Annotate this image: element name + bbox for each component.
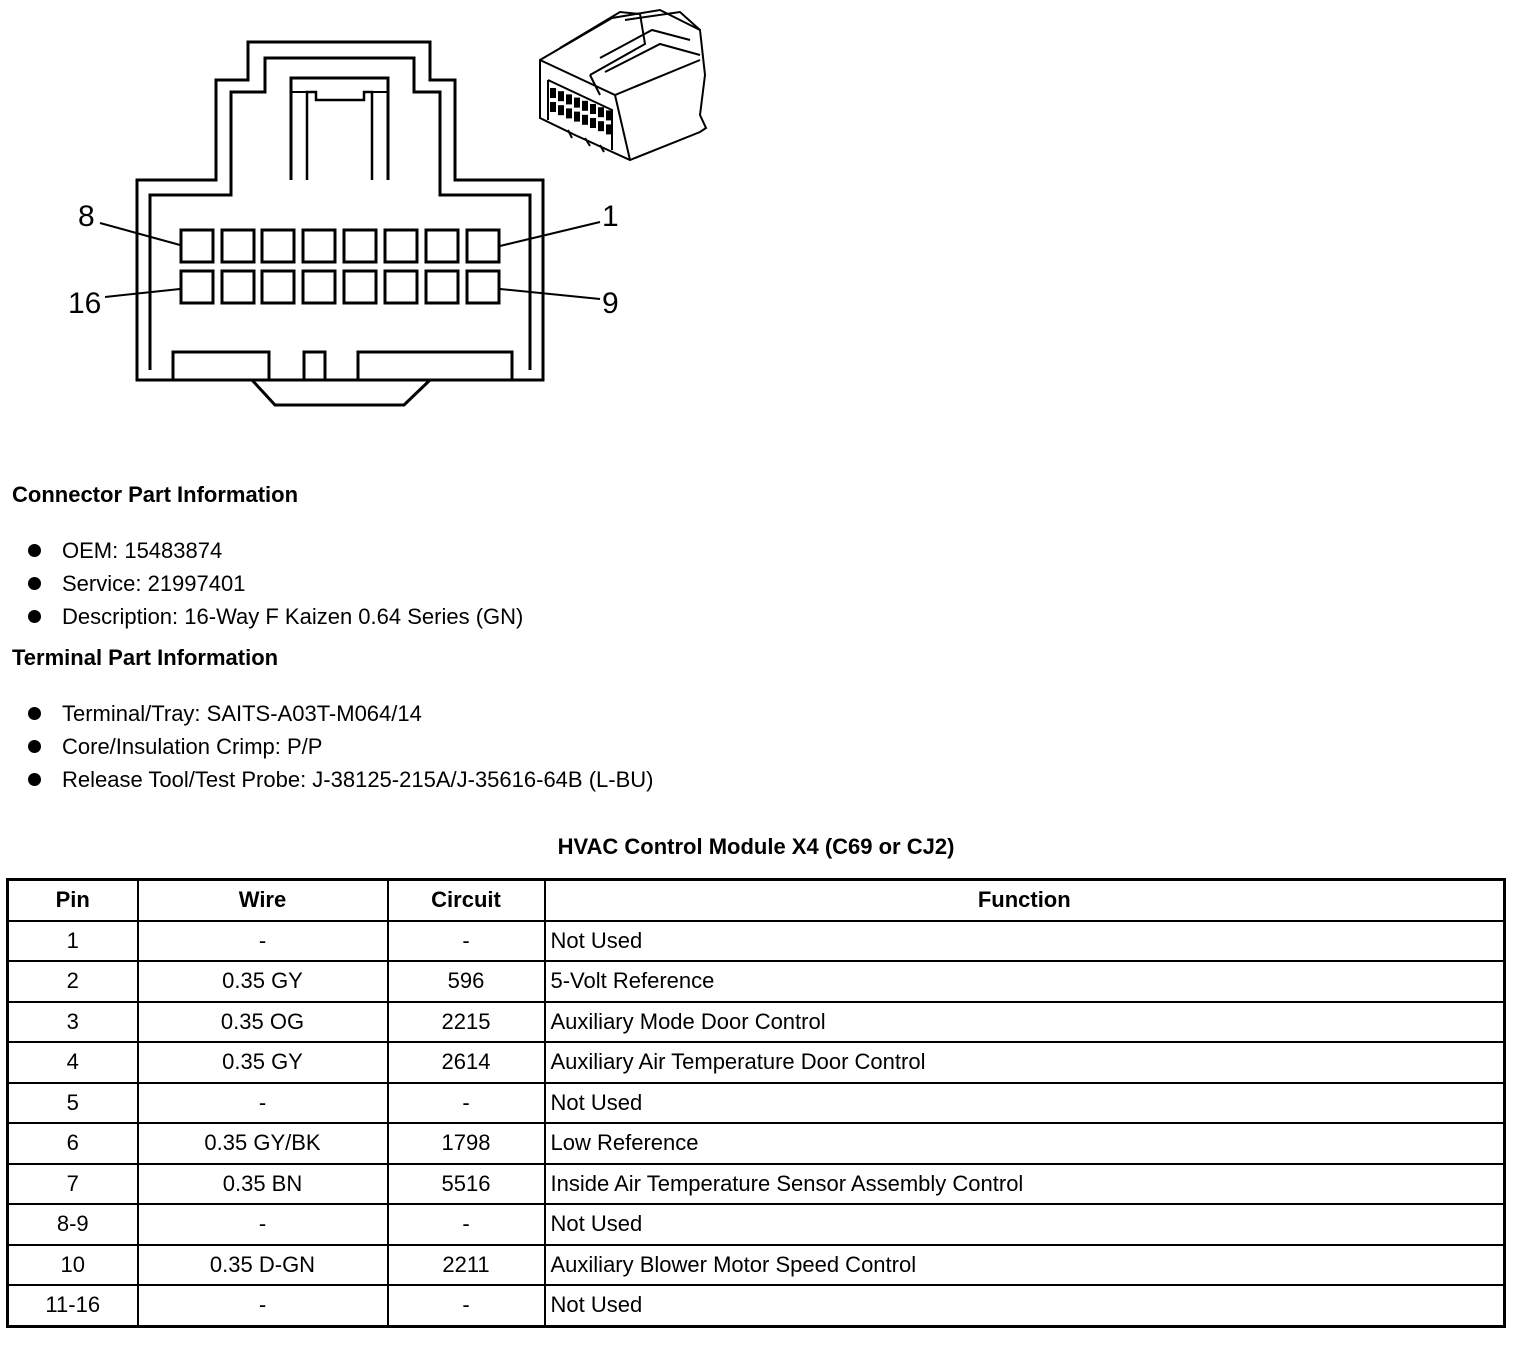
terminal-cavity <box>222 271 254 303</box>
table-row <box>8 1083 1505 1124</box>
terminal-cavity <box>385 230 417 262</box>
header-pin: Pin <box>8 880 138 921</box>
cell-function: Auxiliary Air Temperature Door Control <box>545 1042 1505 1083</box>
header-wire: Wire <box>138 880 388 921</box>
cell-circuit: 2215 <box>388 1002 545 1043</box>
cell-circuit: 1798 <box>388 1123 545 1164</box>
cell-wire: 0.35 D-GN <box>138 1245 388 1286</box>
terminal-cavity <box>303 230 335 262</box>
list-item: OEM: 15483874 <box>28 534 523 567</box>
list-item: Description: 16-Way F Kaizen 0.64 Series (GN) <box>28 600 523 633</box>
terminal-cavity <box>262 230 294 262</box>
cell-pin: 10 <box>8 1245 138 1286</box>
cell-function: Inside Air Temperature Sensor Assembly Control <box>545 1164 1505 1205</box>
connector-housing-outline <box>137 42 543 380</box>
cell-function: 5-Volt Reference <box>545 961 1505 1002</box>
terminal-cavity-3d <box>590 104 596 114</box>
cell-pin: 6 <box>8 1123 138 1164</box>
terminal-cavity-3d <box>566 94 572 104</box>
bullet-icon <box>28 544 41 557</box>
connector-part-info-title: Connector Part Information <box>12 482 299 507</box>
terminal-cavity <box>222 230 254 262</box>
pin-label-16: 16 <box>68 287 102 320</box>
list-item: Service: 21997401 <box>28 567 523 600</box>
table-row <box>8 921 1505 962</box>
table-row <box>8 1285 1505 1326</box>
bullet-icon <box>28 707 41 720</box>
header-circuit: Circuit <box>388 880 545 921</box>
table-row <box>8 1245 1505 1286</box>
cell-pin: 1 <box>8 921 138 962</box>
terminal-cavity-3d <box>566 108 572 118</box>
bullet-icon <box>28 610 41 623</box>
terminal-cavity-3d <box>574 98 580 108</box>
cell-wire: 0.35 GY <box>138 1042 388 1083</box>
terminal-cavity-3d <box>558 105 564 115</box>
table-row <box>8 1123 1505 1164</box>
terminal-cavity <box>181 271 213 303</box>
table-row <box>8 1042 1505 1083</box>
pin-label-1: 1 <box>602 200 619 233</box>
terminal-cavity <box>426 271 458 303</box>
terminal-cavity <box>426 230 458 262</box>
cell-circuit: 596 <box>388 961 545 1002</box>
bottom-key-right <box>358 352 512 380</box>
list-item: Release Tool/Test Probe: J-38125-215A/J-35616-64B (L-BU) <box>28 763 653 796</box>
connector-3d-illustration <box>540 10 706 160</box>
list-item: Core/Insulation Crimp: P/P <box>28 730 653 763</box>
terminal-cavity-3d <box>590 118 596 128</box>
list-item: Terminal/Tray: SAITS-A03T-M064/14 <box>28 697 653 730</box>
terminal-cavity <box>303 271 335 303</box>
cell-wire: 0.35 OG <box>138 1002 388 1043</box>
terminal-part-info-title: Terminal Part Information <box>12 645 279 670</box>
bottom-key-center <box>304 352 325 380</box>
terminal-cavity-3d <box>598 121 604 131</box>
cell-wire: - <box>138 1083 388 1124</box>
cell-pin: 3 <box>8 1002 138 1043</box>
cell-wire: 0.35 GY <box>138 961 388 1002</box>
table-row <box>8 1204 1505 1245</box>
pin-label-9: 9 <box>602 287 619 320</box>
cell-function: Low Reference <box>545 1123 1505 1164</box>
terminal-cavity-3d <box>598 107 604 117</box>
latch-opening <box>291 78 388 180</box>
table-row <box>8 961 1505 1002</box>
cell-pin: 8-9 <box>8 1204 138 1245</box>
cell-function: Not Used <box>545 921 1505 962</box>
cell-function: Not Used <box>545 1285 1505 1326</box>
table-row <box>8 1164 1505 1205</box>
cell-function: Not Used <box>545 1083 1505 1124</box>
cell-pin: 2 <box>8 961 138 1002</box>
cell-wire: 0.35 BN <box>138 1164 388 1205</box>
terminal-cavity-3d <box>606 110 612 120</box>
terminal-cavity-3d <box>606 124 612 134</box>
header-function: Function <box>545 880 1505 921</box>
terminal-cavity <box>262 271 294 303</box>
table-title: HVAC Control Module X4 (C69 or CJ2) <box>557 834 955 859</box>
cell-function: Not Used <box>545 1204 1505 1245</box>
cell-pin: 11-16 <box>8 1285 138 1326</box>
terminal-cavity <box>385 271 417 303</box>
terminal-cavity <box>344 271 376 303</box>
terminal-cavity-3d <box>574 112 580 122</box>
cell-circuit: 5516 <box>388 1164 545 1205</box>
terminal-cavity-3d <box>582 115 588 125</box>
cell-pin: 5 <box>8 1083 138 1124</box>
terminal-cavity <box>344 230 376 262</box>
cell-pin: 7 <box>8 1164 138 1205</box>
cell-circuit: 2614 <box>388 1042 545 1083</box>
pin-label-8: 8 <box>78 200 95 233</box>
cell-circuit: 2211 <box>388 1245 545 1286</box>
cell-circuit: - <box>388 921 545 962</box>
cell-wire: - <box>138 921 388 962</box>
terminal-cavity <box>181 230 213 262</box>
connector-part-info-list <box>28 534 523 633</box>
cell-wire: - <box>138 1285 388 1326</box>
terminal-cavity <box>467 230 499 262</box>
table-header-row <box>8 880 1505 921</box>
pinout-table <box>6 878 1506 1328</box>
cell-wire: - <box>138 1204 388 1245</box>
terminal-cavity-3d <box>558 91 564 101</box>
bullet-icon <box>28 740 41 753</box>
terminal-cavity-3d <box>550 102 556 112</box>
terminal-cavity-3d <box>550 88 556 98</box>
cell-circuit: - <box>388 1083 545 1124</box>
cell-circuit: - <box>388 1285 545 1326</box>
bullet-icon <box>28 577 41 590</box>
connector-diagram <box>0 0 760 430</box>
bullet-icon <box>28 773 41 786</box>
terminal-cavity <box>467 271 499 303</box>
cell-wire: 0.35 GY/BK <box>138 1123 388 1164</box>
terminal-cavity-3d <box>582 101 588 111</box>
connector-inner-outline <box>150 58 530 370</box>
cell-circuit: - <box>388 1204 545 1245</box>
cell-function: Auxiliary Blower Motor Speed Control <box>545 1245 1505 1286</box>
cell-pin: 4 <box>8 1042 138 1083</box>
terminal-part-info-list <box>28 697 653 796</box>
table-row <box>8 1002 1505 1043</box>
bottom-tab <box>252 380 430 405</box>
cell-function: Auxiliary Mode Door Control <box>545 1002 1505 1043</box>
bottom-key-left <box>173 352 269 380</box>
